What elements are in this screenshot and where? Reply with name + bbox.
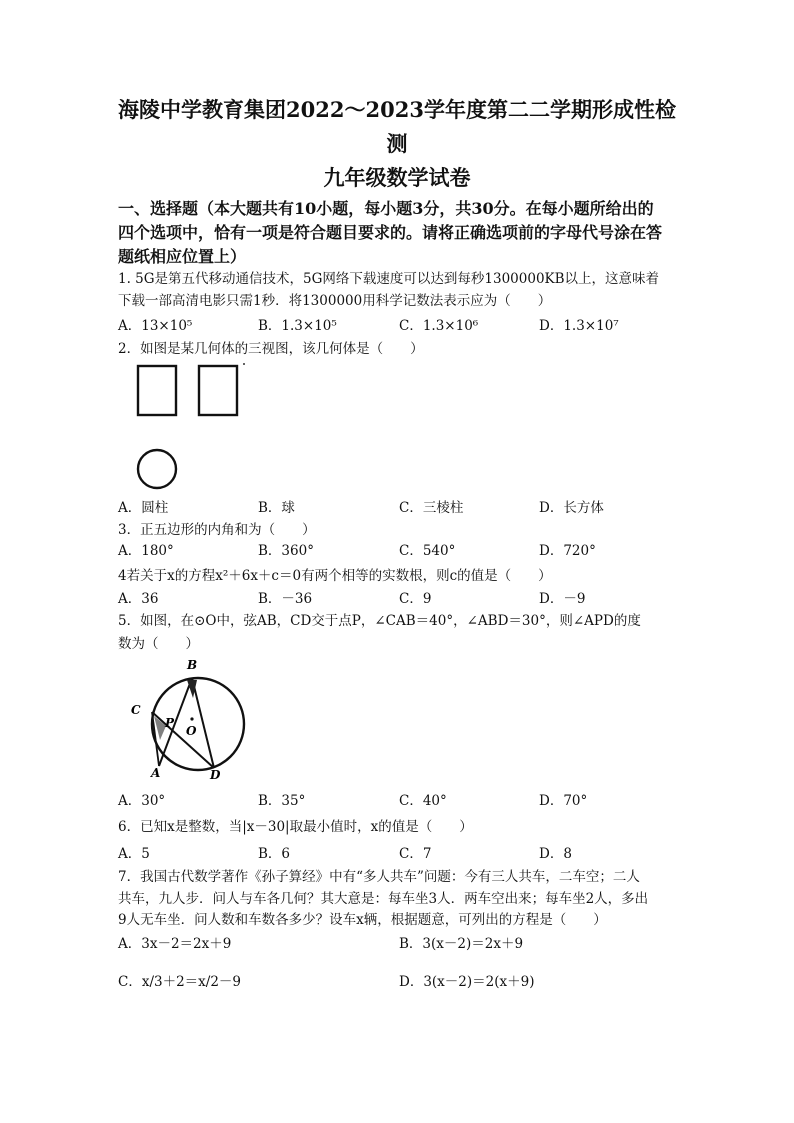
- q7-stem-line3: 9人无车坐．问人数和车数各多少？设车x辆，根据题意，可列出的方程是（ ）: [118, 912, 607, 928]
- q4-option-b: B．－36: [258, 591, 313, 607]
- q7-option-b: B．3(x－2)＝2x＋9: [399, 936, 524, 952]
- q4-option-c: C．9: [399, 591, 432, 607]
- q2-option-a: A．圆柱: [118, 500, 169, 516]
- q4-options: [118, 589, 678, 609]
- stray-dot: [243, 363, 245, 365]
- q2-option-d: D．长方体: [539, 500, 604, 516]
- q2-stem: 2．如图是某几何体的三视图，该几何体是（ ）: [118, 341, 424, 357]
- q2-option-b: B．球: [258, 500, 295, 516]
- q5-stem-line2: 数为（ ）: [118, 636, 199, 652]
- label-b: B: [187, 658, 198, 672]
- q7-stem-line1: 7．我国古代数学著作《孙子算经》中有“多人共车”问题：今有三人共车，二车空；二人: [118, 869, 640, 885]
- top-view-circle: [138, 450, 176, 488]
- q3-option-c: C．540°: [399, 543, 456, 559]
- q7-option-a: A．3x－2＝2x＋9: [118, 936, 232, 952]
- q3-stem: 3．正五边形的内角和为（ ）: [118, 522, 316, 538]
- q2-options: [118, 498, 678, 518]
- segment-bd: [192, 678, 214, 768]
- circle-chord-figure: [126, 656, 250, 780]
- q1-options: [118, 316, 678, 336]
- q5-option-a: A．30°: [118, 793, 166, 809]
- q6-option-d: D．8: [539, 846, 572, 862]
- q5-stem-line1: 5．如图，在⊙O中，弦AB，CD交于点P，∠CAB＝40°，∠ABD＝30°，则∠APD的度: [118, 613, 641, 629]
- q4-option-d: D．－9: [539, 591, 586, 607]
- q3-options: [118, 541, 678, 561]
- q3-option-b: B．360°: [258, 543, 314, 559]
- label-c: C: [131, 703, 141, 717]
- exam-title-line1: 海陵中学教育集团2022～2023学年度第二二学期形成性检: [118, 97, 676, 122]
- section-heading-line2: 四个选项中，恰有一项是符合题目要求的。请将正确选项前的字母代号涂在答: [118, 223, 663, 242]
- q5-option-d: D．70°: [539, 793, 588, 809]
- q6-option-c: C．7: [399, 846, 432, 862]
- q5-option-c: C．40°: [399, 793, 447, 809]
- center-point: [190, 717, 193, 720]
- q6-stem: 6．已知x是整数，当|x－30|取最小值时，x的值是（ ）: [118, 819, 473, 835]
- q1-stem-line1: 1. 5G是第五代移动通信技术，5G网络下载速度可以达到每秒1300000KB以上，这意味着: [118, 271, 660, 287]
- three-view-figure: [128, 362, 258, 494]
- q6-option-a: A．5: [118, 846, 150, 862]
- q6-options: [118, 844, 678, 864]
- exam-title-line2: 测: [386, 131, 408, 156]
- q7-stem-line2: 共车，九人步．问人与车各几何？其大意是：每车坐3人．两车空出来；每车坐2人，多出: [118, 891, 649, 907]
- q3-option-d: D．720°: [539, 543, 596, 559]
- front-view-rectangle: [138, 366, 176, 415]
- q1-option-a: A．13×10⁵: [118, 318, 193, 334]
- q3-option-a: A．180°: [118, 543, 174, 559]
- q6-option-b: B．6: [258, 846, 291, 862]
- label-p: P: [165, 716, 175, 730]
- exam-subtitle: 九年级数学试卷: [323, 165, 471, 190]
- q7-option-c: C．x/3＋2＝x/2－9: [118, 974, 242, 990]
- q4-option-a: A．36: [118, 591, 159, 607]
- q4-stem: 4若关于x的方程x²＋6x＋c＝0有两个相等的实数根，则c的值是（ ）: [118, 568, 552, 584]
- side-view-rectangle: [199, 366, 237, 415]
- q1-option-b: B．1.3×10⁵: [258, 318, 337, 334]
- label-a: A: [151, 766, 161, 780]
- q5-option-b: B．35°: [258, 793, 306, 809]
- section-heading-line3: 题纸相应位置上）: [118, 247, 247, 266]
- q5-options: [118, 791, 678, 811]
- q1-stem-line2: 下载一部高清电影只需1秒．将1300000用科学记数法表示应为（ ）: [118, 293, 552, 309]
- label-o: O: [186, 724, 197, 738]
- section-heading-line1: 一、选择题（本大题共有10小题，每小题3分，共30分。在每小题所给出的: [118, 199, 654, 218]
- label-d: D: [210, 768, 221, 780]
- q1-option-d: D．1.3×10⁷: [539, 318, 619, 334]
- q2-option-c: C．三棱柱: [399, 500, 464, 516]
- q1-option-c: C．1.3×10⁶: [399, 318, 479, 334]
- q7-option-d: D．3(x－2)＝2(x＋9): [399, 974, 535, 990]
